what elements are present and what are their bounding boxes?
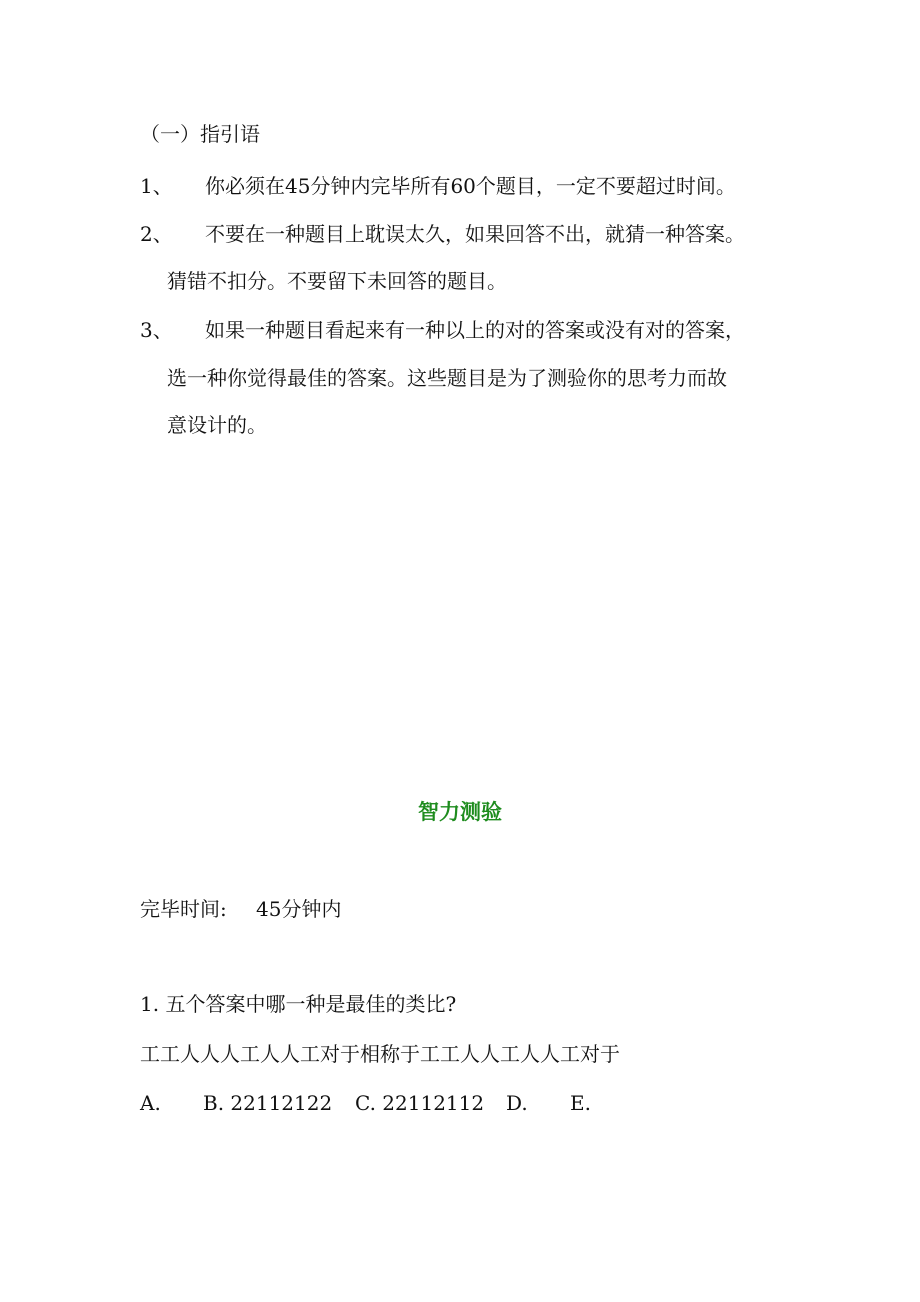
completion-time-value: 45分钟内 (256, 897, 342, 921)
instruction-2-line-2: 猜错不扣分。不要留下未回答的题目。 (167, 269, 507, 293)
question-1-stem: 工工人人人工人人工对于相称于工工人人工人人工对于 (140, 1042, 620, 1066)
instruction-3-line-2: 选一种你觉得最佳的答案。这些题目是为了测验你的思考力而故 (167, 366, 727, 390)
question-1-option-a: A. (140, 1091, 161, 1115)
instruction-2-line-1: 不要在一种题目上耽误太久，如果回答不出，就猜一种答案。 (205, 222, 745, 246)
question-1-option-c: C. 22112112 (355, 1091, 485, 1115)
completion-time-label: 完毕时间: (140, 897, 227, 921)
instruction-2-number: 2、 (140, 222, 173, 246)
test-title: 智力测验 (418, 799, 502, 824)
instruction-3-line-1: 如果一种题目看起来有一种以上的对的答案或没有对的答案， (205, 318, 745, 342)
question-1-option-d: D. (506, 1091, 528, 1115)
instruction-3-line-3: 意设计的。 (167, 413, 267, 437)
section-heading: （一）指引语 (140, 122, 260, 146)
instruction-3-number: 3、 (140, 318, 173, 342)
question-1-option-b: B. 22112122 (203, 1091, 333, 1115)
question-1-prompt: 1. 五个答案中哪一种是最佳的类比? (140, 992, 457, 1016)
instruction-1-line-1: 你必须在45分钟内完毕所有60个题目，一定不要超过时间。 (205, 174, 736, 198)
question-1-option-e: E. (570, 1091, 591, 1115)
instruction-1-number: 1、 (140, 174, 173, 198)
